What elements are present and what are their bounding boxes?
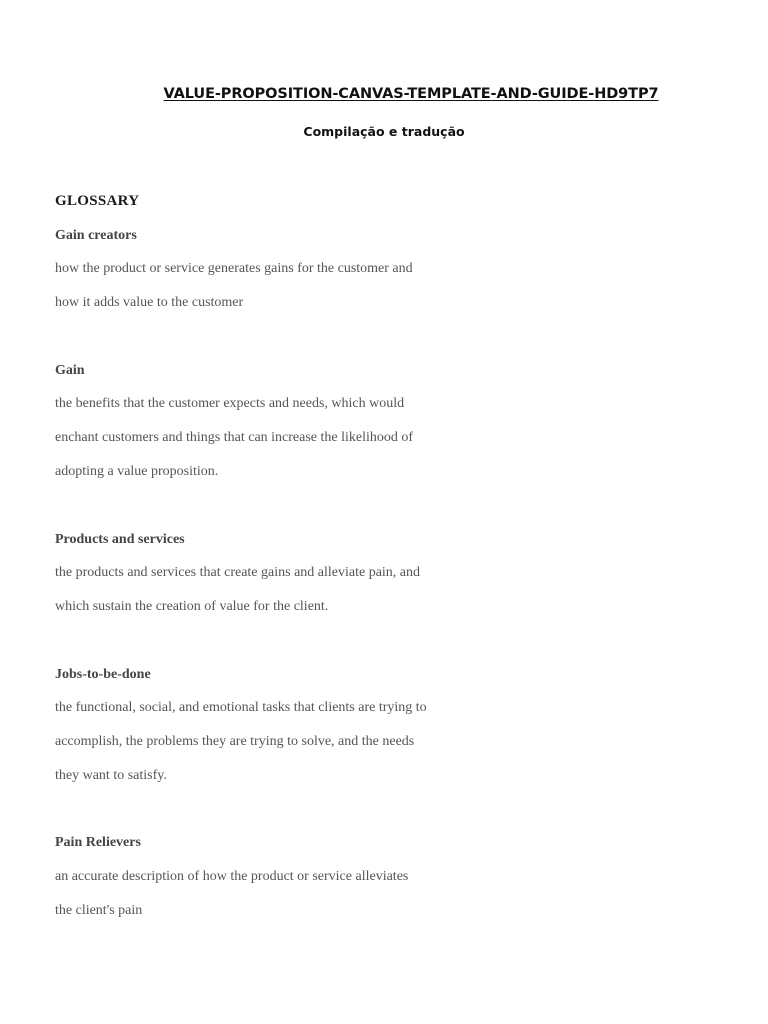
glossary-definition-line: enchant customers and things that can increase the likelihood of [55,430,414,445]
document-title: VALUE-PROPOSITION-CANVAS-TEMPLATE-AND-GUIDE-HD9TP7 [163,86,659,102]
glossary-term-gain: Gain [55,363,85,378]
glossary-definition-line: they want to satisfy. [55,768,167,783]
glossary-term-pain-relievers: Pain Relievers [55,835,141,850]
glossary-heading: GLOSSARY [55,193,140,209]
glossary-term-jobs-to-be-done: Jobs-to-be-done [55,667,151,682]
glossary-term-gain-creators: Gain creators [55,228,137,243]
glossary-definition-line: how it adds value to the customer [55,295,244,310]
glossary-definition-line: the benefits that the customer expects and needs, which would [55,396,405,411]
glossary-definition-line: which sustain the creation of value for the client. [55,599,329,614]
document-subtitle: Compilação e tradução [303,124,465,139]
glossary-definition-line: how the product or service generates gains for the customer and [55,261,413,276]
glossary-term-products-and-services: Products and services [55,532,185,547]
glossary-definition-line: the products and services that create gains and alleviate pain, and [55,565,421,580]
glossary-definition-line: accomplish, the problems they are trying to solve, and the needs [55,734,415,749]
glossary-definition-line: the client's pain [55,903,143,918]
glossary-definition-line: adopting a value proposition. [55,464,219,479]
glossary-definition-line: an accurate description of how the product or service alleviates [55,869,409,884]
glossary-definition-line: the functional, social, and emotional tasks that clients are trying to [55,700,427,715]
